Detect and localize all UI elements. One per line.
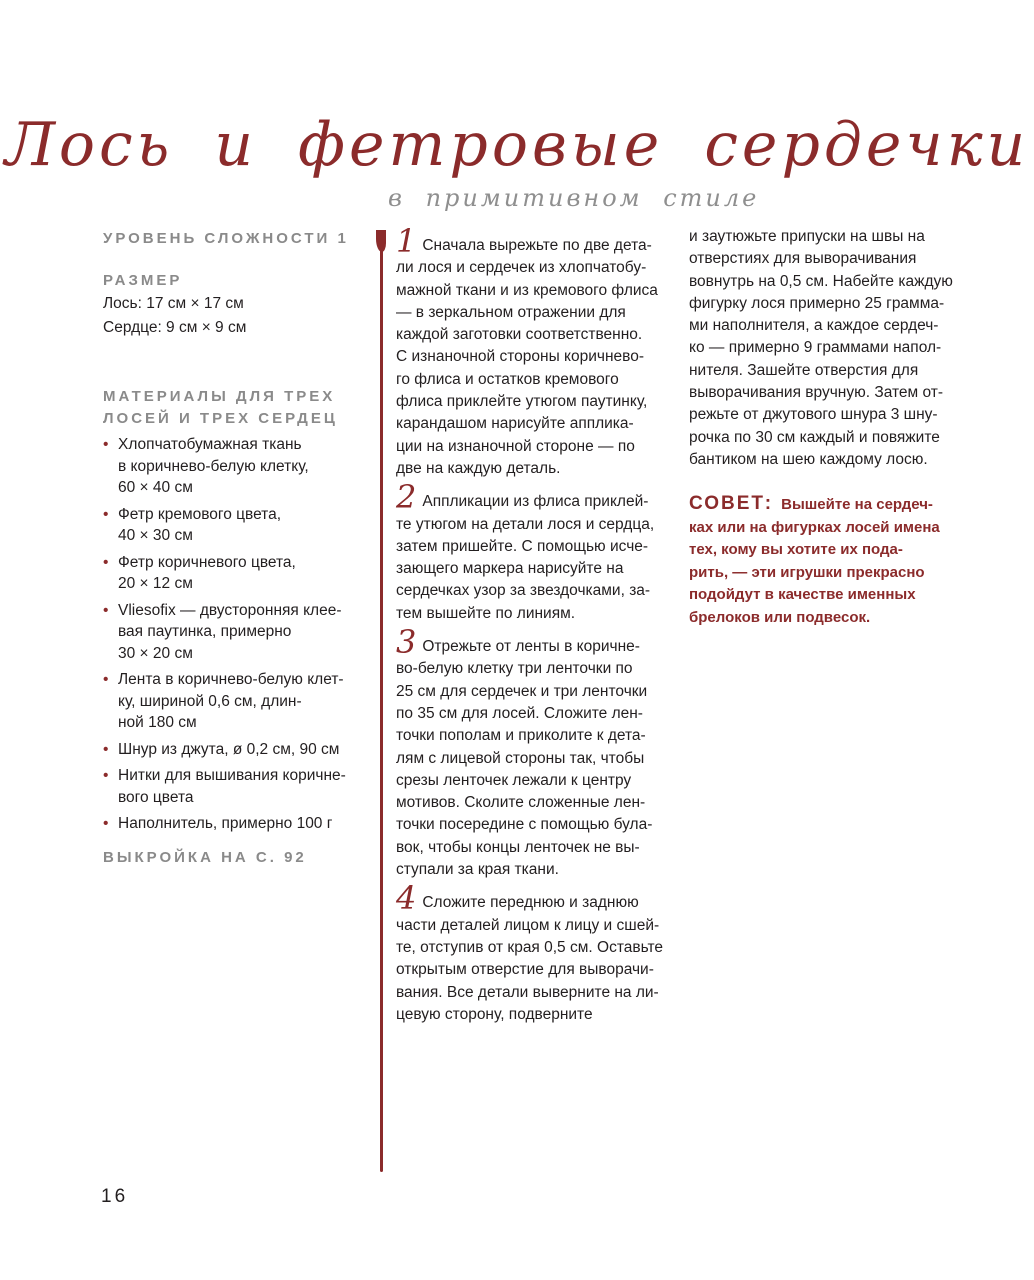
materials-list [103,434,373,835]
step-number: 3 [396,623,417,662]
step-2: 2 Аппликации из флиса приклей- те утюгом на детали лося и сердца, затем пришейте. С помощью исче- зающего маркера нарисуйте на сердечках узор за звездочками, за- тем вышейте по линиям. [396,478,655,622]
page-subtitle: в примитивном стиле [388,184,760,212]
list-item: • Нитки для вышивания коричне- вого цвета [103,767,346,806]
size-moose: Лось: 17 см × 17 см [103,295,244,312]
tip-label: СОВЕТ: [689,493,774,515]
size-heading: РАЗМЕР [103,272,183,289]
bullet-icon: • [103,553,109,571]
list-item: • Наполнитель, примерно 100 г [103,813,373,835]
bullet-icon: • [103,505,109,523]
step-number: 1 [396,222,417,260]
step-3: 3 Отрежьте от ленты в коричне- во-белую клетку три ленточки по 25 см для сердечек и три ленточки по 35 см для лосей. Сложите лен- точки пополам и приколите к дета- лям с лицевой стороны так, чтобы срезы ленточек лежали к центру мотивов. Сколите сложенные лен- точки посередине с помощью була- вок, чтобы концы ленточек не вы- ступали за края ткани. [396,623,653,879]
list-item: • Шнур из джута, ø 0,2 см, 90 см [103,739,373,761]
page-title: Лось и фетровые сердечки [4,110,1030,180]
bullet-icon: • [103,671,109,688]
list-item: • Фетр кремового цвета, 40 × 30 см [103,505,282,544]
difficulty-level: УРОВЕНЬ СЛОЖНОСТИ 1 [103,230,349,247]
tip-box [689,493,964,629]
list-item: • Лента в коричнево-белую клет- ку, шириной 0,6 см, длин- ной 180 см [103,671,344,731]
bullet-icon: • [103,601,109,619]
column-divider [380,230,383,1172]
step-number: 4 [396,879,417,918]
bullet-icon: • [103,436,109,453]
info-column [103,228,373,869]
step-4-continuation: и заутюжьте припуски на швы на отверстиях для выворачивания вовнутрь на 0,5 см. Набейте каждую фигурку лося примерно 25 грамма- ми наполнителя, а каждое сердеч- ко — примерно 9 граммами напол- нителя. Зашейте отверстия для выворачивания вручную. Затем от- режьте от джутового шнура 3 шну- рочка по 30 см каждый и повяжите бантиком на шею каждому лосю. [689,228,953,468]
step-4: 4 Сложите переднюю и заднюю части деталей лицом к лицу и сшей- те, отступив от края 0,5 см. Оставьте открытым отверстие для выворачи- вания. Все детали выверните на ли- цевую сторону, подверните [396,879,664,1023]
continuation-column [689,226,964,629]
materials-heading-line-2: ЛОСЕЙ И ТРЕХ СЕРДЕЦ [103,410,338,427]
page-number: 16 [101,1186,129,1207]
step-number: 2 [396,478,417,517]
bullet-icon: • [103,767,109,784]
list-item: • Хлопчатобумажная ткань в коричнево-белую клетку, 60 × 40 см [103,436,309,496]
size-heart: Сердце: 9 см × 9 см [103,319,247,336]
list-item: • Vliesofix — двусторонняя клее- вая паутинка, примерно 30 × 20 см [103,601,342,662]
steps-column [396,222,668,1032]
materials-heading-line-1: МАТЕРИАЛЫ ДЛЯ ТРЕХ [103,388,336,405]
bullet-icon: • [103,815,109,832]
pattern-reference: ВЫКРОЙКА НА С. 92 [103,848,307,866]
bullet-icon: • [103,740,109,758]
divider-brush-tip [376,230,386,252]
list-item: • Фетр коричневого цвета, 20 × 12 см [103,553,296,592]
tip-text: Вышейте на сердеч- ках или на фигурках лосей имена тех, кому вы хотите их пода- рить, — эти игрушки прекрасно подойдут в качестве именных брелоков или подвесок. [689,496,940,626]
step-1: 1 Сначала вырежьте по две дета- ли лося и сердечек из хлопчатобу- мажной ткани и из кремового флиса — в зеркальном отражении для каждой заготовки соответственно. С изнаночной стороны коричнево- го флиса и остатков кремового флиса приклейте утюгом паутинку, карандашом нарисуйте апплика- ции на изнаночной стороне — по две на каждую деталь. [396,222,658,477]
